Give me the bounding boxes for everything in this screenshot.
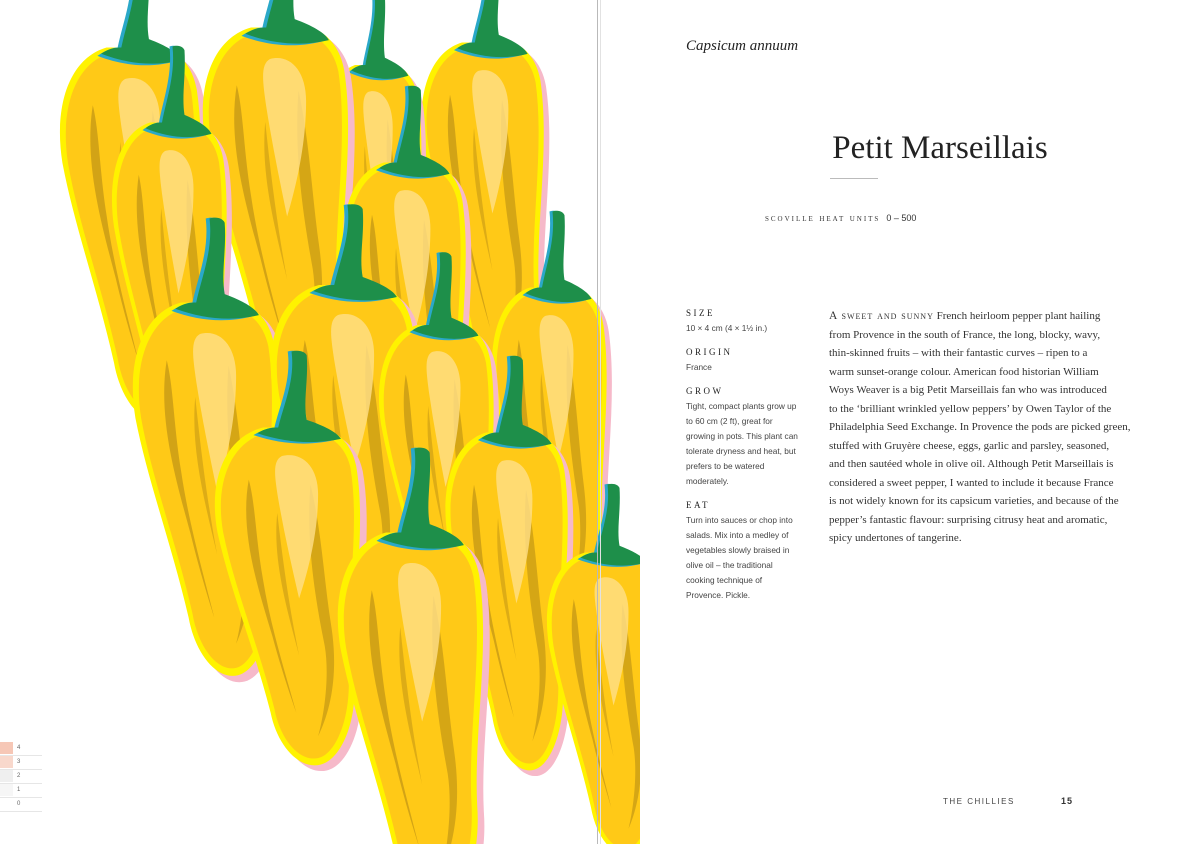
body-line: considered a sweet pepper, I wanted to include it because France [829,476,1114,489]
scoville-value: 0 – 500 [886,213,917,223]
running-head: THE CHILLIES [943,797,1015,806]
heat-level-3 [0,756,42,770]
heat-swatch [0,742,13,754]
fact-origin [686,347,801,375]
body-line: Philadelphia Seed Exchange. In Provence the pods are picked green, [829,421,1131,433]
heat-swatch [0,770,13,782]
fact-label: EAT [686,500,710,510]
fact-eat [686,500,801,603]
heat-level-label: 0 [17,801,21,807]
body-line: from Provence in the south of France, the long, blocky, wavy, [829,328,1101,341]
gutter-shadow [600,0,601,844]
body-line-text: French heirloom pepper plant hailing [936,310,1101,322]
heat-swatch [0,798,13,810]
page-title: Petit Marseillais [832,130,1048,166]
fact-text: France [686,362,712,372]
body-line: is not widely known for its capsicum varieties, and because of the [829,495,1119,507]
heat-level-label: 1 [17,787,21,793]
fact-label: ORIGIN [686,347,733,357]
fact-label: GROW [686,386,724,396]
fact-size [686,308,801,336]
heat-swatch [0,784,13,796]
heat-swatch [0,756,13,768]
body-line: to the ‘brilliant wrinkled yellow peppers’ by Owen Taylor of the [829,402,1112,415]
page-number: 15 [1061,796,1074,806]
heat-level-1 [0,784,42,798]
body-lead: A sweet and sunny [829,310,934,322]
heat-level-0 [0,798,42,812]
scoville-rating [765,213,916,224]
heat-level-label: 2 [17,773,21,779]
fact-text: Tight, compact plants grow up to 60 cm (2 ft), great for growing in pots. This plant can tolerate dryness and heat, but prefers to be watered moderately. [686,401,798,486]
heat-level-label: 4 [17,745,21,751]
body-line: pepper’s fantastic flavour: surprising citrusy heat and aromatic, [829,513,1108,526]
heat-level-4 [0,742,42,756]
body-line: Woys Weaver is a big Petit Marseillais fan who was introduced [829,384,1107,396]
body-paragraph [829,307,1149,548]
heat-scale [0,742,42,812]
title-divider [830,178,878,179]
gutter-line [597,0,598,844]
heat-level-2 [0,770,42,784]
fact-sidebar [686,308,801,614]
fact-text: 10 × 4 cm (4 × 1½ in.) [686,323,768,333]
body-line: stuffed with Gruyère cheese, eggs, garlic and parsley, seasoned, [829,439,1110,452]
fact-label: SIZE [686,308,715,318]
scoville-label: scoville heat units [765,213,881,224]
body-line: and then sautéed whole in olive oil. Although Petit Marseillais is [829,458,1114,470]
fact-text: Turn into sauces or chop into salads. Mix into a medley of vegetables slowly braised in olive oil – the traditional cooking technique of Provence. Pickle. [686,515,793,600]
body-line: warm sunset-orange colour. American food historian William [829,365,1099,378]
fact-grow [686,386,801,489]
heat-level-label: 3 [17,759,21,765]
species-name: Capsicum annuum [686,38,799,54]
body-line: thin-skinned fruits – with their fantastic curves – ripen to a [829,347,1088,359]
body-line: spicy undertones of tangerine. [829,532,962,544]
body-line [829,307,1149,326]
